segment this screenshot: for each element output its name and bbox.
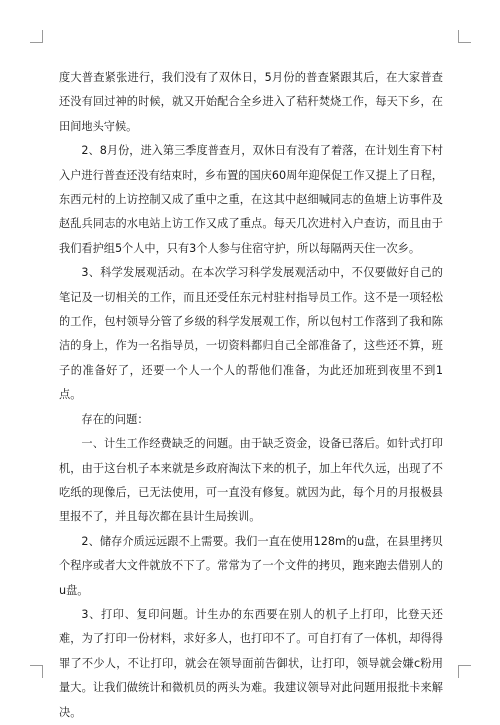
crop-mark-top-left: [30, 30, 43, 43]
paragraph-continuation: 度大普查紧张进行，我们没有了双休日，5月份的普查紧跟其后，在大家普查还没有回过神的时候，就又开始配合全乡进入了秸秆焚烧工作，每天下乡，在田间地头守候。: [59, 71, 443, 133]
section-heading-problems: 存在的问题：: [81, 412, 149, 426]
paragraph-problem-3: 3、打印、复印问题。计生办的东西要在别人的机子上打印，比登天还难，为了打印一份材料，求好多人，也打印不了。可自打有了一体机，却得得罪了不少人，不让打印，就会在领导面前告御状，让打印，领导就会嫌c粉用量大。让我们做统计和微机员的两头为难。我建议领导对此问题用报批卡来解决。: [59, 607, 443, 719]
paragraph-problem-1: 一、计生工作经费缺乏的问题。由于缺乏资金，设备已落后。如针式打印机，由于这台机子本来就是乡政府淘汰下来的机子，加上年代久远，出现了不吃纸的现像后，已无法使用，可一直没有修复。就因为此，每个月的月报极县里报不了，并且每次都在县计生局挨训。: [59, 437, 443, 524]
paragraph-item-3: 3、科学发展观活动。在本次学习科学发展观活动中，不仅要做好自己的笔记及一切相关的工作，而且还受任东元村驻村指导员工作。这不是一项轻松的工作，包村领导分管了乡级的科学发展观工作，所以包村工作落到了我和陈洁的身上，作为一名指导员，一切资料都归自己全部准备了，这些还不算，班子的准备好了，还要一个人一个人的帮他们准备，为此还加班到夜里不到1点。: [59, 266, 443, 402]
paragraph-problem-2: 2、储存介质远远跟不上需要。我们一直在使用128m的u盘，在县里拷贝个程序或者大文件就放不下了。常常为了一个文件的拷贝，跑来跑去借别人的u盘。: [59, 534, 443, 597]
crop-mark-top-right: [458, 30, 471, 43]
paragraph-item-2: 2、8月份，进入第三季度普查月，双休日有没有了着落，在计划生育下村入户进行普查还没有结束时，乡布置的国庆60周年迎保促工作又提上了日程，东西元村的上访控制又成了重中之重，在这其中赵细喊同志的鱼塘上访事件及赵乱兵同志的水电站上访工作又成了重点。每天几次进村入户查访，而且由于我们看护组5个人中，只有3个人参与住宿守护，所以每隔两天住一次乡。: [59, 144, 443, 255]
document-body: [59, 66, 443, 725]
crop-mark-bottom-left: [30, 665, 43, 678]
crop-mark-bottom-right: [458, 665, 471, 678]
